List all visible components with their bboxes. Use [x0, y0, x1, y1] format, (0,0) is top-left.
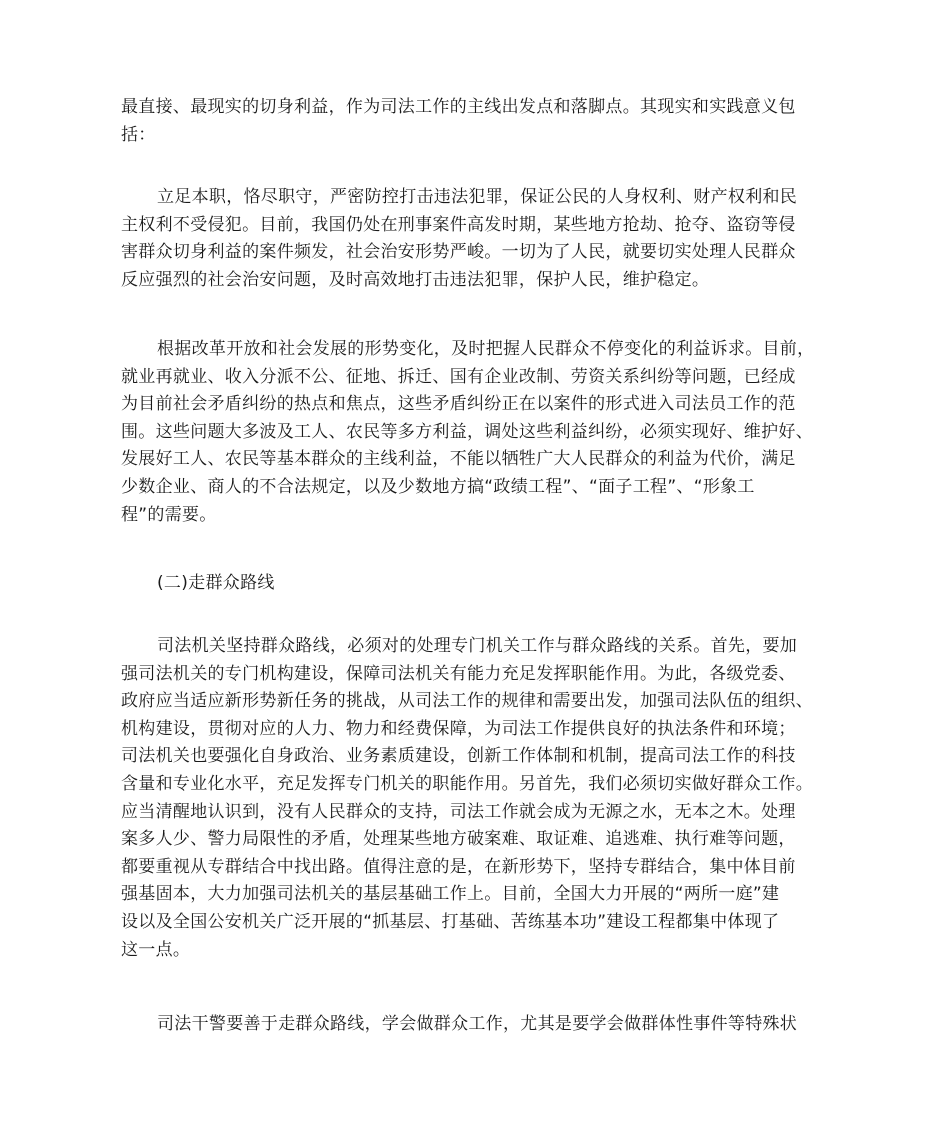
paragraph-line: 括：: [121, 124, 156, 145]
paragraph-line: 案多人少、警力局限性的矛盾，处理某些地方破案难、取证难、追逃难、执行难等问题，: [121, 829, 796, 850]
paragraph-line: 为目前社会矛盾纠纷的热点和焦点，这些矛盾纠纷正在以案件的形式进入司法员工作的范: [121, 394, 796, 415]
paragraph-line: 含量和专业化水平，充足发挥专门机关的职能作用。另首先，我们必须切实做好群众工作。: [121, 773, 813, 794]
paragraph-line: 司法机关坚持群众路线，必须对的处理专门机关工作与群众路线的关系。首先，要加: [157, 636, 798, 656]
paragraph-line: 强基固本，大力加强司法机关的基层基础工作上。目前，全国大力开展的“两所一庭”建: [121, 884, 780, 905]
paragraph-line: 围。这些问题大多波及工人、农民等多方利益，调处这些利益纠纷，必须实现好、维护好、: [121, 421, 813, 442]
section-heading: [121, 570, 833, 598]
paragraph-line: 司法机关也要强化自身政治、业务素质建设，创新工作体制和机制，提高司法工作的科技: [121, 746, 796, 767]
paragraph-line: 这一点。: [121, 939, 191, 960]
paragraph-line: 应当清醒地认识到，没有人民群众的支持，司法工作就会成为无源之水，无本之木。处理: [121, 801, 796, 822]
paragraph-line: 发展好工人、农民等基本群众的主线利益，不能以牺牲广大人民群众的利益为代价，满足: [121, 449, 796, 470]
paragraph-line: 反应强烈的社会治安问题，及时高效地打击违法犯罪，保护人民，维护稳定。: [121, 269, 710, 290]
paragraph-line: 少数企业、商人的不合法规定，以及少数地方搞“政绩工程”、“面子工程”、“形象工: [121, 476, 755, 497]
paragraph-line: 最直接、最现实的切身利益，作为司法工作的主线出发点和落脚点。其现实和实践意义包: [121, 97, 796, 117]
paragraph-line: 强司法机关的专门机构建设，保障司法机关有能力充足发挥职能作用。为此，各级党委、: [121, 663, 796, 684]
section-heading-text: (二)走群众路线: [157, 573, 275, 593]
paragraph-line: 机构建设，贯彻对应的人力、物力和经费保障，为司法工作提供良好的执法条件和环境；: [121, 718, 796, 739]
paragraph-5: [121, 633, 833, 964]
paragraph-3: [121, 336, 833, 529]
paragraph-line: 都要重视从专群结合中找出路。值得注意的是，在新形势下，坚持专群结合，集中体目前: [121, 856, 796, 877]
paragraph-1: [121, 94, 833, 149]
paragraph-line: 设以及全国公安机关广泛开展的“抓基层、打基础、苦练基本功”建设工程都集中体现了: [121, 911, 780, 932]
paragraph-line: 害群众切身利益的案件频发，社会治安形势严峻。一切为了人民，就要切实处理人民群众: [121, 242, 796, 263]
paragraph-line: 政府应当适应新形势新任务的挑战，从司法工作的规律和需要出发，加强司法队伍的组织、: [121, 691, 813, 712]
paragraph-line: 就业再就业、收入分派不公、征地、拆迁、国有企业改制、劳资关系纠纷等问题，已经成: [121, 366, 796, 387]
paragraph-line: 根据改革开放和社会发展的形势变化，及时把握人民群众不停变化的利益诉求。目前，: [157, 339, 815, 359]
paragraph-line: 主权利不受侵犯。目前，我国仍处在刑事案件高发时期，某些地方抢劫、抢夺、盗窃等侵: [121, 214, 796, 235]
paragraph-line: 程”的需要。: [121, 504, 217, 525]
paragraph-line: 司法干警要善于走群众路线，学会做群众工作，尤其是要学会做群体性事件等特殊状: [157, 1014, 798, 1034]
paragraph-line: 立足本职，恪尽职守，严密防控打击违法犯罪，保证公民的人身权利、财产权利和民: [157, 187, 798, 207]
paragraph-6: [121, 1011, 833, 1039]
paragraph-2: [121, 184, 833, 294]
